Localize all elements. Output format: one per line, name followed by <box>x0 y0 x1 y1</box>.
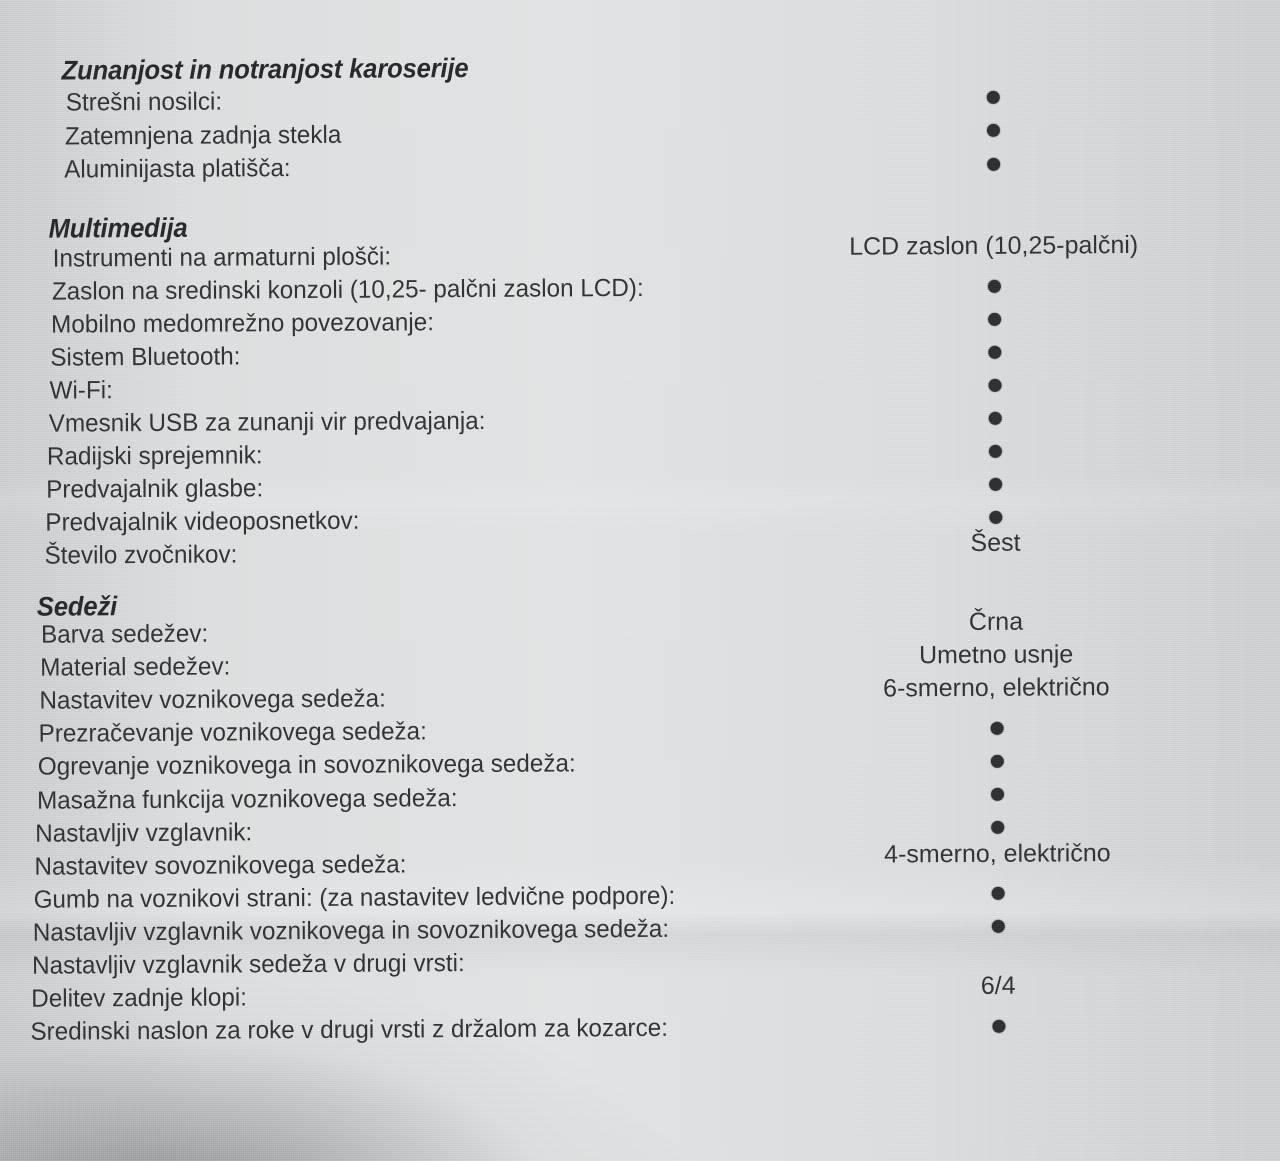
filled-circle-icon <box>987 157 1000 170</box>
spec-value-bullet <box>759 260 1229 297</box>
section-exterior-interior <box>0 0 1277 184</box>
spec-label: Instrumenti na armaturni plošči: <box>52 242 392 273</box>
filled-circle-icon <box>988 345 1001 358</box>
spec-label: Sredinski naslon za roke v drugi vrsti z držalom za kozarce: <box>30 1014 668 1046</box>
spec-value-bullet <box>758 71 1228 108</box>
spec-value-text: 6/4 <box>980 971 1016 1001</box>
spec-value-text: 6-smerno, električno <box>883 673 1110 703</box>
spec-label: Nastavljiv vzglavnik: <box>35 817 253 848</box>
filled-circle-icon <box>986 124 999 137</box>
spec-label: Barva sedežev: <box>40 619 209 649</box>
spec-value-bullet <box>760 491 1230 528</box>
section-heading: Zunanjost in notranjost karoserije <box>61 53 469 86</box>
spec-value-bullet <box>761 703 1231 740</box>
spec-label: Prezračevanje voznikovega sedeža: <box>38 717 427 748</box>
filled-circle-icon <box>991 920 1004 933</box>
spec-row <box>0 528 1280 573</box>
filled-circle-icon <box>988 444 1001 457</box>
spec-label: Gumb na voznikovi strani: (za nastavitev ledvične podpore): <box>33 881 676 914</box>
spec-label: Predvajalnik glasbe: <box>46 474 264 504</box>
spec-value-text: LCD zaslon (10,25-palčni) <box>849 230 1139 261</box>
filled-circle-icon <box>990 788 1003 801</box>
spec-value-text: Umetno usnje <box>918 640 1074 670</box>
spec-value-bullet <box>762 802 1232 839</box>
section-heading: Sedeži <box>36 591 118 622</box>
filled-circle-icon <box>992 1019 1005 1032</box>
spec-label: Wi-Fi: <box>49 376 113 405</box>
spec-label: Nastavitev voznikovega sedeža: <box>39 684 386 715</box>
spec-label: Masažna funkcija voznikovega sedeža: <box>36 783 458 815</box>
spec-value-bullet <box>760 458 1230 495</box>
filled-circle-icon <box>989 477 1002 490</box>
spec-label: Delitev zadnje klopi: <box>31 983 247 1013</box>
filled-circle-icon <box>987 279 1000 292</box>
spec-value-bullet <box>759 293 1229 330</box>
spec-value-text: Šest <box>970 528 1021 557</box>
spec-label: Material sedežev: <box>40 652 231 682</box>
spec-row <box>3 1007 1280 1049</box>
filled-circle-icon <box>988 378 1001 391</box>
spec-value-bullet <box>759 359 1229 396</box>
spec-label: Predvajalnik videoposnetkov: <box>45 506 360 537</box>
spec-value-text: 4-smerno, električno <box>884 838 1111 869</box>
spec-value-bullet <box>760 392 1230 429</box>
spec-label: Aluminijasta platišča: <box>63 154 291 184</box>
spec-label: Radijski sprejemnik: <box>47 441 264 471</box>
filled-circle-icon <box>991 821 1004 834</box>
spec-label: Nastavitev sovoznikovega sedeža: <box>34 850 407 881</box>
filled-circle-icon <box>989 510 1002 523</box>
spec-label: Nastavljiv vzglavnik sedeža v drugi vrsti: <box>31 949 465 980</box>
spec-label: Ogrevanje voznikovega in sovoznikovega sedeža: <box>37 749 576 782</box>
spec-value-bullet <box>763 901 1233 938</box>
section-heading: Multimedija <box>48 212 188 244</box>
spec-value-bullet <box>759 326 1229 363</box>
spec-value-bullet <box>758 105 1228 142</box>
filled-circle-icon <box>991 887 1004 900</box>
spec-label: Zaslon na sredinski konzoli (10,25- palčni zaslon LCD): <box>51 273 644 306</box>
spec-label: Sistem Bluetooth: <box>49 342 241 372</box>
spec-label: Število zvočnikov: <box>44 540 238 570</box>
filled-circle-icon <box>990 722 1003 735</box>
filled-circle-icon <box>988 312 1001 325</box>
spec-value-bullet <box>762 736 1232 773</box>
spec-value-bullet <box>762 769 1232 806</box>
spec-value-bullet <box>758 138 1228 175</box>
spec-value-bullet <box>762 868 1232 905</box>
filled-circle-icon <box>990 755 1003 768</box>
filled-circle-icon <box>988 411 1001 424</box>
spec-value-bullet <box>760 425 1230 462</box>
spec-row <box>0 145 1278 187</box>
spec-value-text: Črna <box>968 607 1024 636</box>
spec-label: Vmesnik USB za zunanji vir predvajanja: <box>48 406 486 438</box>
spec-label: Strešni nosilci: <box>65 87 223 117</box>
spec-label: Zatemnjena zadnja stekla <box>64 120 342 151</box>
filled-circle-icon <box>986 90 999 103</box>
spec-label: Mobilno medomrežno povezovanje: <box>50 308 434 339</box>
spec-label: Nastavljiv vzglavnik voznikovega in sovoznikovega sedeža: <box>32 914 670 947</box>
spec-value-bullet <box>763 1001 1233 1038</box>
